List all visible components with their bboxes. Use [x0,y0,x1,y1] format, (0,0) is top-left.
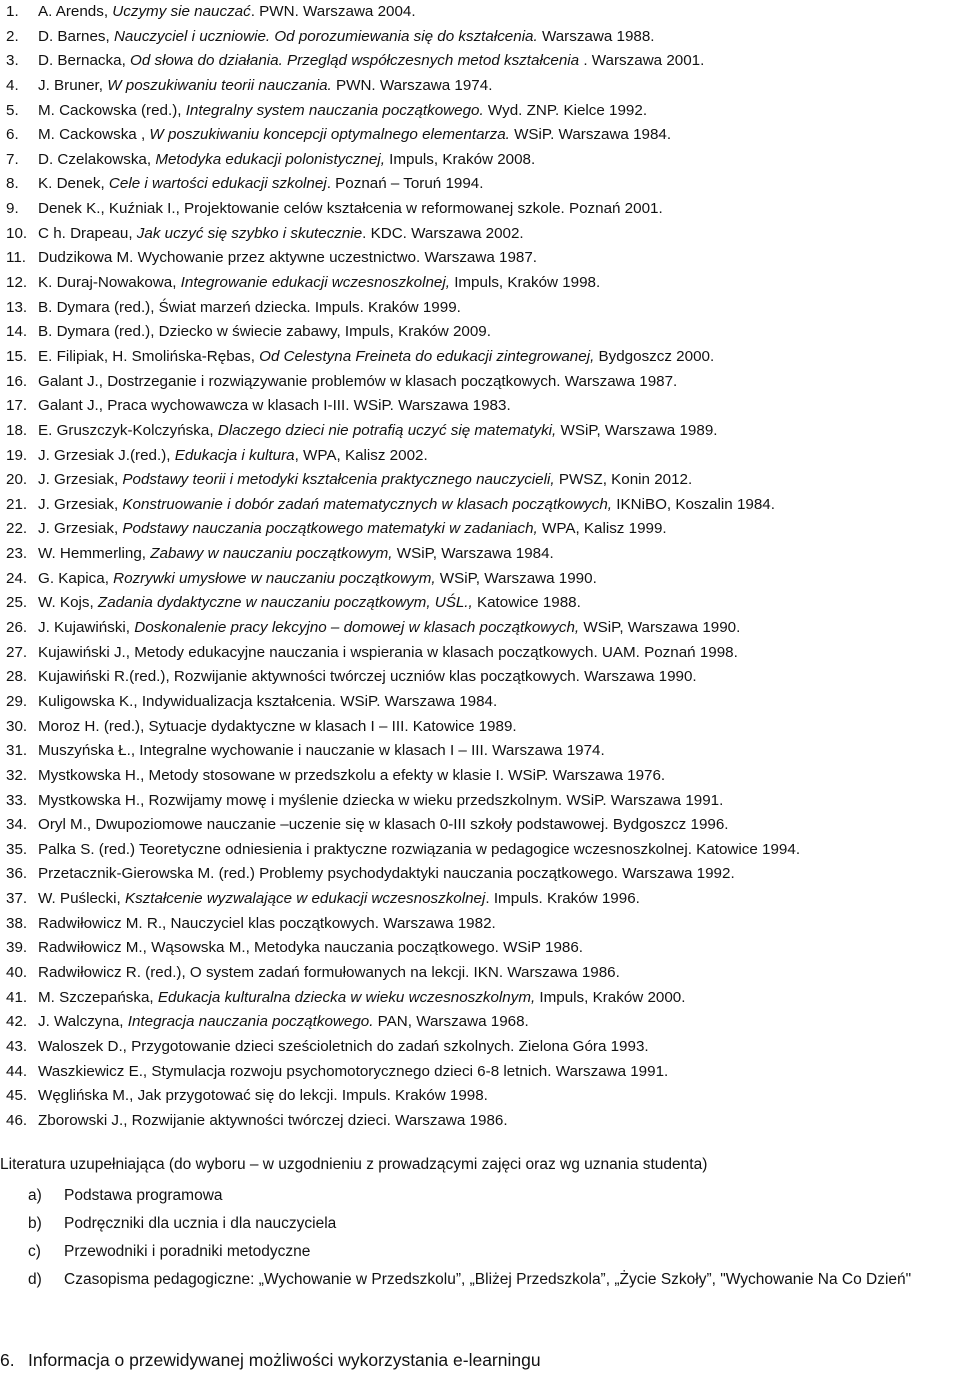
bibliography-item [0,444,800,469]
text-segment: Moroz H. (red.), Sytuacje dydaktyczne w klasach I – III. Katowice 1989. [38,717,517,735]
item-number: 42. [6,1013,28,1031]
title-italic: Integralny system nauczania początkowego. [185,101,484,119]
bibliography-item [0,715,800,740]
title-italic: Zadania dydaktyczne w nauczaniu początkowym, UŚL., [97,594,473,612]
item-number: 18. [6,421,28,439]
item-text [38,616,740,641]
item-text [38,1010,529,1035]
text-segment: K. Duraj-Nowakowa, [38,274,181,292]
item-text [38,912,496,937]
item-number: 43. [6,1037,28,1055]
text-segment: . Warszawa 2001. [579,52,705,70]
item-text [38,542,554,567]
bibliography-item [0,1109,800,1134]
text-segment: Kujawiński J., Metody edukacyjne nauczania i wspierania w klasach początkowych. UAM. Poznań 1998. [38,643,738,661]
text-segment: W. Hemmerling, [38,545,151,563]
title-italic: Integrowanie edukacji wczesnoszkolnej, [180,274,450,292]
item-number: 39. [6,939,28,957]
bibliography-item [0,493,800,518]
supplementary-item [0,1266,954,1294]
text-segment: B. Dymara (red.), Świat marzeń dziecka. Impuls. Kraków 1999. [38,298,461,316]
item-number: 35. [6,840,28,858]
item-text [38,591,581,616]
item-number: 10. [6,224,28,242]
bibliography-item [0,862,800,887]
text-segment: Kuligowska K., Indywidualizacja kształcenia. WSiP. Warszawa 1984. [38,692,498,710]
item-number: 33. [6,791,28,809]
text-segment: W. Kojs, [38,594,98,612]
bibliography-item [0,986,800,1011]
item-text [38,246,537,271]
text-segment: Dudzikowa M. Wychowanie przez aktywne uczestnictwo. Warszawa 1987. [38,249,537,267]
item-text [38,197,663,222]
text-segment: Radwiłowicz R. (red.), O system zadań formułowanych na lekcji. IKN. Warszawa 1986. [38,963,620,981]
text-segment: Palka S. (red.) Teoretyczne odniesienia i praktyczne rozwiązania w pedagogice wczesnoszkolnej. Katowice 1994. [38,840,801,858]
bibliography-item [0,74,800,99]
bibliography-item [0,271,800,296]
text-segment: Radwiłowicz M. R., Nauczyciel klas początkowych. Warszawa 1982. [38,914,496,932]
section-title: Informacja o przewidywanej możliwości wykorzystania e-learningu [28,1350,541,1370]
text-segment: D. Czelakowska, [38,150,156,168]
item-number: 32. [6,766,28,784]
bibliography-item [0,591,800,616]
item-number: 21. [6,495,28,513]
bibliography-item [0,345,800,370]
supplementary-item [0,1238,954,1266]
bibliography-item [0,641,800,666]
bibliography-item [0,99,800,124]
item-number: 28. [6,668,28,686]
item-number: 17. [6,397,28,415]
text-segment: WSiP, Warszawa 1984. [392,545,554,563]
item-number: 31. [6,742,28,760]
item-number: 9. [6,200,19,218]
bibliography-item [0,419,800,444]
title-italic: Edukacja kulturalna dziecka w wieku wczesnoszkolnym, [157,988,536,1006]
item-text: Przewodniki i poradniki metodyczne [64,1243,311,1260]
text-segment: J. Grzesiak J.(red.), [38,446,175,464]
item-text: Podstawa programowa [64,1187,223,1204]
item-text [38,1109,508,1134]
item-number: 7. [6,150,19,168]
item-number: 45. [6,1087,28,1105]
supplementary-list [0,1182,954,1294]
item-letter: a) [28,1187,42,1204]
text-segment: E. Gruszczyk-Kolczyńska, [38,421,218,439]
bibliography-item [0,25,800,50]
bibliography-item [0,197,800,222]
item-number: 44. [6,1062,28,1080]
text-segment: J. Kujawiński, [38,619,135,637]
text-segment: C h. Drapeau, [38,224,137,242]
text-segment: . KDC. Warszawa 2002. [362,224,524,242]
bibliography-item [0,739,800,764]
item-text [38,690,497,715]
item-letter: b) [28,1215,42,1232]
item-text [38,567,597,592]
item-text [38,271,600,296]
item-number: 24. [6,569,28,587]
item-text [38,789,723,814]
text-segment: Katowice 1988. [472,594,581,612]
bibliography-item [0,468,800,493]
text-segment: WSiP, Warszawa 1990. [579,619,741,637]
item-text [38,0,416,25]
item-number: 23. [6,545,28,563]
item-text [38,444,428,469]
item-text [38,49,704,74]
text-segment: Węglińska M., Jak przygotować się do lekcji. Impuls. Kraków 1998. [38,1087,488,1105]
text-segment: J. Grzesiak, [38,520,123,538]
text-segment: PWSZ, Konin 2012. [554,471,693,489]
text-segment: B. Dymara (red.), Dziecko w świecie zabawy, Impuls, Kraków 2009. [38,323,491,341]
bibliography-item [0,222,800,247]
bibliography-item [0,1010,800,1035]
item-number: 40. [6,963,28,981]
text-segment: D. Barnes, [38,27,114,45]
item-text [38,838,800,863]
item-number: 15. [6,347,28,365]
bibliography-item [0,789,800,814]
text-segment: PWN. Warszawa 1974. [331,76,493,94]
item-text [38,345,714,370]
item-number: 11. [6,249,26,267]
item-text [38,370,677,395]
text-segment: Denek K., Kuźniak I., Projektowanie celów kształcenia w reformowanej szkole. Poznań 2001. [38,200,663,218]
text-segment: A. Arends, [38,3,113,20]
text-segment: D. Bernacka, [38,52,131,70]
item-text [38,74,492,99]
title-italic: Od słowa do działania. Przegląd współczesnych metod kształcenia [130,52,580,70]
item-number: 37. [6,890,28,908]
item-text [38,641,738,666]
item-text [38,296,461,321]
text-segment: Mystkowska H., Rozwijamy mowę i myślenie dziecka w wieku przedszkolnym. WSiP. Warszawa 1991. [38,791,724,809]
bibliography-item [0,813,800,838]
item-letter: d) [28,1271,42,1288]
title-italic: Edukacja i kultura [174,446,295,464]
text-segment: . Poznań – Toruń 1994. [326,175,484,193]
item-number: 6. [6,126,19,144]
item-number: 1. [6,3,19,20]
item-number: 25. [6,594,28,612]
item-text [38,813,729,838]
item-number: 46. [6,1111,28,1129]
item-text [38,123,671,148]
title-italic: Kształcenie wyzwalające w edukacji wczesnoszkolnej [124,890,486,908]
item-number: 36. [6,865,28,883]
text-segment: M. Cackowska (red.), [38,101,186,119]
item-text [38,862,735,887]
text-segment: WSiP. Warszawa 1984. [509,126,672,144]
item-text [38,394,511,419]
text-segment: M. Szczepańska, [38,988,158,1006]
text-segment: WPA, Kalisz 1999. [537,520,667,538]
text-segment: WSiP, Warszawa 1989. [556,421,718,439]
text-segment: Impuls, Kraków 2008. [384,150,536,168]
text-segment: . Impuls. Kraków 1996. [485,890,640,908]
item-number: 13. [6,298,28,316]
item-number: 12. [6,274,28,292]
item-number: 19. [6,446,28,464]
item-text [38,739,605,764]
bibliography-item [0,49,800,74]
bibliography-item [0,690,800,715]
text-segment: J. Grzesiak, [38,495,123,513]
item-text [38,715,517,740]
item-text [38,468,692,493]
bibliography-item [0,246,800,271]
bibliography-item [0,1035,800,1060]
text-segment: J. Walczyna, [38,1013,128,1031]
title-italic: W poszukiwaniu teorii nauczania. [107,76,332,94]
bibliography-item [0,567,800,592]
title-italic: Jak uczyć się szybko i skutecznie [136,224,363,242]
bibliography-item [0,320,800,345]
item-text [38,148,535,173]
item-text [38,222,524,247]
text-segment: K. Denek, [38,175,109,193]
text-segment: Mystkowska H., Metody stosowane w przedszkolu a efekty w klasie I. WSiP. Warszawa 1976. [38,766,666,784]
text-segment: Muszyńska Ł., Integralne wychowanie i nauczanie w klasach I – III. Warszawa 1974. [38,742,605,760]
text-segment: M. Cackowska , [38,126,150,144]
title-italic: Podstawy teorii i metodyki kształcenia praktycznego nauczycieli, [122,471,555,489]
bibliography-item [0,370,800,395]
item-number: 16. [6,372,28,390]
item-number: 2. [6,27,19,45]
title-italic: W poszukiwaniu koncepcji optymalnego elementarza. [149,126,510,144]
item-text [38,493,775,518]
item-number: 29. [6,692,28,710]
bibliography-item [0,542,800,567]
bibliography-item [0,0,800,25]
title-italic: Podstawy nauczania początkowego matematyki w zadaniach, [122,520,538,538]
item-number: 41. [6,988,28,1006]
supplementary-item [0,1210,954,1238]
item-text [38,887,640,912]
text-segment: PAN, Warszawa 1968. [373,1013,529,1031]
text-segment: J. Grzesiak, [38,471,123,489]
title-italic: Cele i wartości edukacji szkolnej [108,175,327,193]
text-segment: Impuls, Kraków 2000. [535,988,686,1006]
text-segment: W. Puślecki, [38,890,125,908]
item-number: 4. [6,76,19,94]
item-text [38,986,685,1011]
item-text [38,517,667,542]
item-number: 3. [6,52,19,70]
text-segment: Bydgoszcz 2000. [594,347,715,365]
text-segment: Impuls, Kraków 1998. [449,274,601,292]
title-italic: Uczymy sie nauczać [112,3,251,20]
item-text: Czasopisma pedagogiczne: „Wychowanie w Przedszkolu”, „Bliżej Przedszkola”, „Życie Szkoły”, "Wychowanie Na Co Dzień" [64,1271,912,1288]
item-text [38,99,647,124]
bibliography-item [0,123,800,148]
text-segment: E. Filipiak, H. Smolińska-Rębas, [38,347,260,365]
bibliography-item [0,148,800,173]
bibliography-item [0,172,800,197]
title-italic: Konstruowanie i dobór zadań matematycznych w klasach początkowych, [122,495,613,513]
text-segment: J. Bruner, [38,76,108,94]
item-text [38,1035,649,1060]
item-number: 14. [6,323,28,341]
item-number: 22. [6,520,28,538]
title-italic: Metodyka edukacji polonistycznej, [155,150,385,168]
item-letter: c) [28,1243,41,1260]
item-number: 26. [6,619,28,637]
text-segment: Oryl M., Dwupoziomowe nauczanie –uczenie się w klasach 0-III szkoły podstawowej. Bydgoszcz 1996. [38,816,729,834]
item-text [38,1060,668,1085]
title-italic: Doskonalenie pracy lekcyjno – domowej w klasach początkowych, [134,619,580,637]
bibliography-item [0,394,800,419]
item-number: 8. [6,175,19,193]
text-segment: WSiP, Warszawa 1990. [435,569,597,587]
title-italic: Dlaczego dzieci nie potrafią uczyć się matematyki, [217,421,557,439]
bibliography-item [0,517,800,542]
title-italic: Nauczyciel i uczniowie. Od porozumiewania się do kształcenia. [113,27,538,45]
text-segment: Kujawiński R.(red.), Rozwijanie aktywności twórczej uczniów klas początkowych. Warszawa 1990. [38,668,697,686]
bibliography-item [0,665,800,690]
item-text: Podręczniki dla ucznia i dla nauczyciela [64,1215,337,1232]
bibliography-item [0,764,800,789]
item-text [38,936,583,961]
item-number: 20. [6,471,28,489]
item-number: 5. [6,101,19,119]
text-segment: Warszawa 1988. [537,27,655,45]
item-text [38,25,655,50]
item-number: 30. [6,717,28,735]
text-segment: G. Kapica, [38,569,114,587]
text-segment: . PWN. Warszawa 2004. [250,3,416,20]
item-number: 38. [6,914,28,932]
supplementary-item [0,1182,954,1210]
bibliography-item [0,616,800,641]
item-text [38,961,620,986]
title-italic: Rozrywki umysłowe w nauczaniu początkowym, [113,569,436,587]
bibliography-item [0,936,800,961]
text-segment: Radwiłowicz M., Wąsowska M., Metodyka nauczania początkowego. WSiP 1986. [38,939,584,957]
title-italic: Zabawy w nauczaniu początkowym, [150,545,393,563]
bibliography-item [0,887,800,912]
section-heading [0,1350,541,1371]
title-italic: Integracja nauczania początkowego. [127,1013,374,1031]
text-segment: IKNiBO, Koszalin 1984. [612,495,775,513]
bibliography-item [0,961,800,986]
item-number: 34. [6,816,28,834]
title-italic: Od Celestyna Freineta do edukacji zintegrowanej, [259,347,595,365]
item-text [38,764,665,789]
text-segment: Wyd. ZNP. Kielce 1992. [483,101,648,119]
bibliography-item [0,296,800,321]
text-segment: Zborowski J., Rozwijanie aktywności twórczej dzieci. Warszawa 1986. [38,1111,508,1129]
item-text [38,419,717,444]
item-text [38,320,491,345]
bibliography-item [0,1084,800,1109]
supplementary-heading: Literatura uzupełniająca (do wyboru – w uzgodnieniu z prowadzącymi zajęci oraz wg uznania studenta) [0,1156,708,1173]
bibliography-item [0,838,800,863]
bibliography-item [0,1060,800,1085]
text-segment: Galant J., Praca wychowawcza w klasach I-III. WSiP. Warszawa 1983. [38,397,511,415]
text-segment: Waloszek D., Przygotowanie dzieci sześcioletnich do zadań szkolnych. Zielona Góra 1993. [38,1037,649,1055]
text-segment: Waszkiewicz E., Stymulacja rozwoju psychomotorycznego dzieci 6-8 letnich. Warszawa 1991. [38,1062,669,1080]
text-segment: , WPA, Kalisz 2002. [294,446,428,464]
item-text [38,665,697,690]
bibliography-item [0,912,800,937]
text-segment: Przetacznik-Gierowska M. (red.) Problemy psychodydaktyki nauczania początkowego. Warszawa 1992. [38,865,735,883]
item-number: 27. [6,643,28,661]
item-text [38,1084,488,1109]
text-segment: Galant J., Dostrzeganie i rozwiązywanie problemów w klasach początkowych. Warszawa 1987. [38,372,678,390]
item-text [38,172,483,197]
section-number: 6. [0,1350,15,1370]
